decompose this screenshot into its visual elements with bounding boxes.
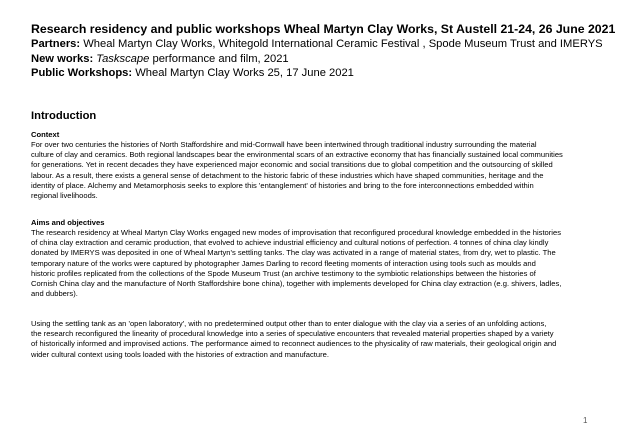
aims-paragraph	[31, 228, 621, 299]
document-header	[31, 22, 621, 81]
page-number: 1	[583, 416, 588, 425]
context-paragraph	[31, 140, 621, 201]
introduction-heading: Introduction	[31, 110, 97, 122]
new-works-title: Taskscape	[96, 52, 150, 65]
paragraph-line: for generations. Yet in recent decades they have experienced major economic and social transitions due to global competition and the outsourcing of skilled	[31, 160, 553, 170]
paragraph-line: temporary nature of the works were captured by photographer James Darling to record fleeting moments of interaction using tools such as moulds and	[31, 258, 536, 268]
paragraph-line: Cornish China clay and the manufacture of North Staffordshire bone china), together with implements developed for China clay extraction (e.g. shivers, ladles,	[31, 279, 562, 289]
document-title: Research residency and public workshops Wheal Martyn Clay Works, St Austell 21-24, 26 June 2021	[31, 22, 616, 36]
paragraph-line: Using the settling tank as an 'open laboratory', with no predetermined output other than to enter dialogue with the clay via a series of an unfolding actions,	[31, 319, 547, 328]
partners-line	[31, 37, 621, 52]
context-section	[31, 130, 621, 201]
public-workshops-label: Public Workshops:	[31, 67, 133, 79]
paragraph-line: identity of place. Alchemy and Metamorphosis seeks to explore this 'entanglement' of histories and bring to the fore interconnections embedded within	[31, 180, 534, 190]
settling-tank-paragraph	[31, 319, 621, 360]
paragraph-line: culture of clay and ceramics. Both regional landscapes bear the environmental scars of an extractive economy that has financially sustained local communities	[31, 150, 563, 160]
new-works-label: New works:	[31, 52, 94, 65]
context-heading: Context	[31, 130, 60, 139]
new-works-line	[31, 52, 621, 67]
public-workshops-value: Wheal Martyn Clay Works 25, 17 June 2021	[132, 67, 354, 79]
paragraph-line: regional livelihoods.	[31, 191, 98, 201]
partners-value: Wheal Martyn Clay Works, Whitegold International Ceramic Festival , Spode Museum Trust and IMERYS	[80, 38, 603, 50]
public-workshops-line	[31, 66, 621, 81]
paragraph-line: of historically informed and improvised actions. The performance aimed to reconnect audiences to the physicality of raw materials, their geological origin and	[31, 339, 557, 349]
aims-heading: Aims and objectives	[31, 218, 105, 227]
paragraph-line: wider cultural context using tools loaded with the histories of extraction and manufacture.	[31, 349, 330, 359]
paragraph-line: the research reconfigured the linearity of procedural knowledge into a series of speculative encounters that revealed material properties shaped by a variety	[31, 329, 554, 339]
new-works-rest: performance and film, 2021	[149, 52, 289, 65]
paragraph-line: and dubbers).	[31, 289, 78, 299]
paragraph-line: The research residency at Wheal Martyn Clay Works engaged new modes of improvisation that reconfigured procedural knowledge embedded in the histories	[31, 228, 562, 237]
partners-label: Partners:	[31, 38, 81, 50]
paragraph-line: of china clay extraction and ceramic production, that evolved to achieve industrial efficiency and cultural notions of perfection. 4 tonnes of china clay kindly	[31, 238, 549, 248]
settling-tank-section	[31, 319, 621, 360]
paragraph-line: labour. As a result, there exists a general sense of detachment to the historic fabric of these industries which have shaped communities, heritage and the	[31, 170, 544, 180]
paragraph-line: historic profiles replicated from the collections of the Spode Museum Trust (an archive testimony to the symbiotic relationships between the histories of	[31, 268, 536, 278]
paragraph-line: donated by IMERYS was deposited in one of Wheal Martyn's settling tanks. The clay was activated in a range of material states, from dry, wet to plastic. The	[31, 248, 556, 258]
aims-section	[31, 218, 621, 299]
paragraph-line: For over two centuries the histories of North Staffordshire and mid-Cornwall have been intertwined through traditional industry surrounding the material	[31, 140, 537, 149]
